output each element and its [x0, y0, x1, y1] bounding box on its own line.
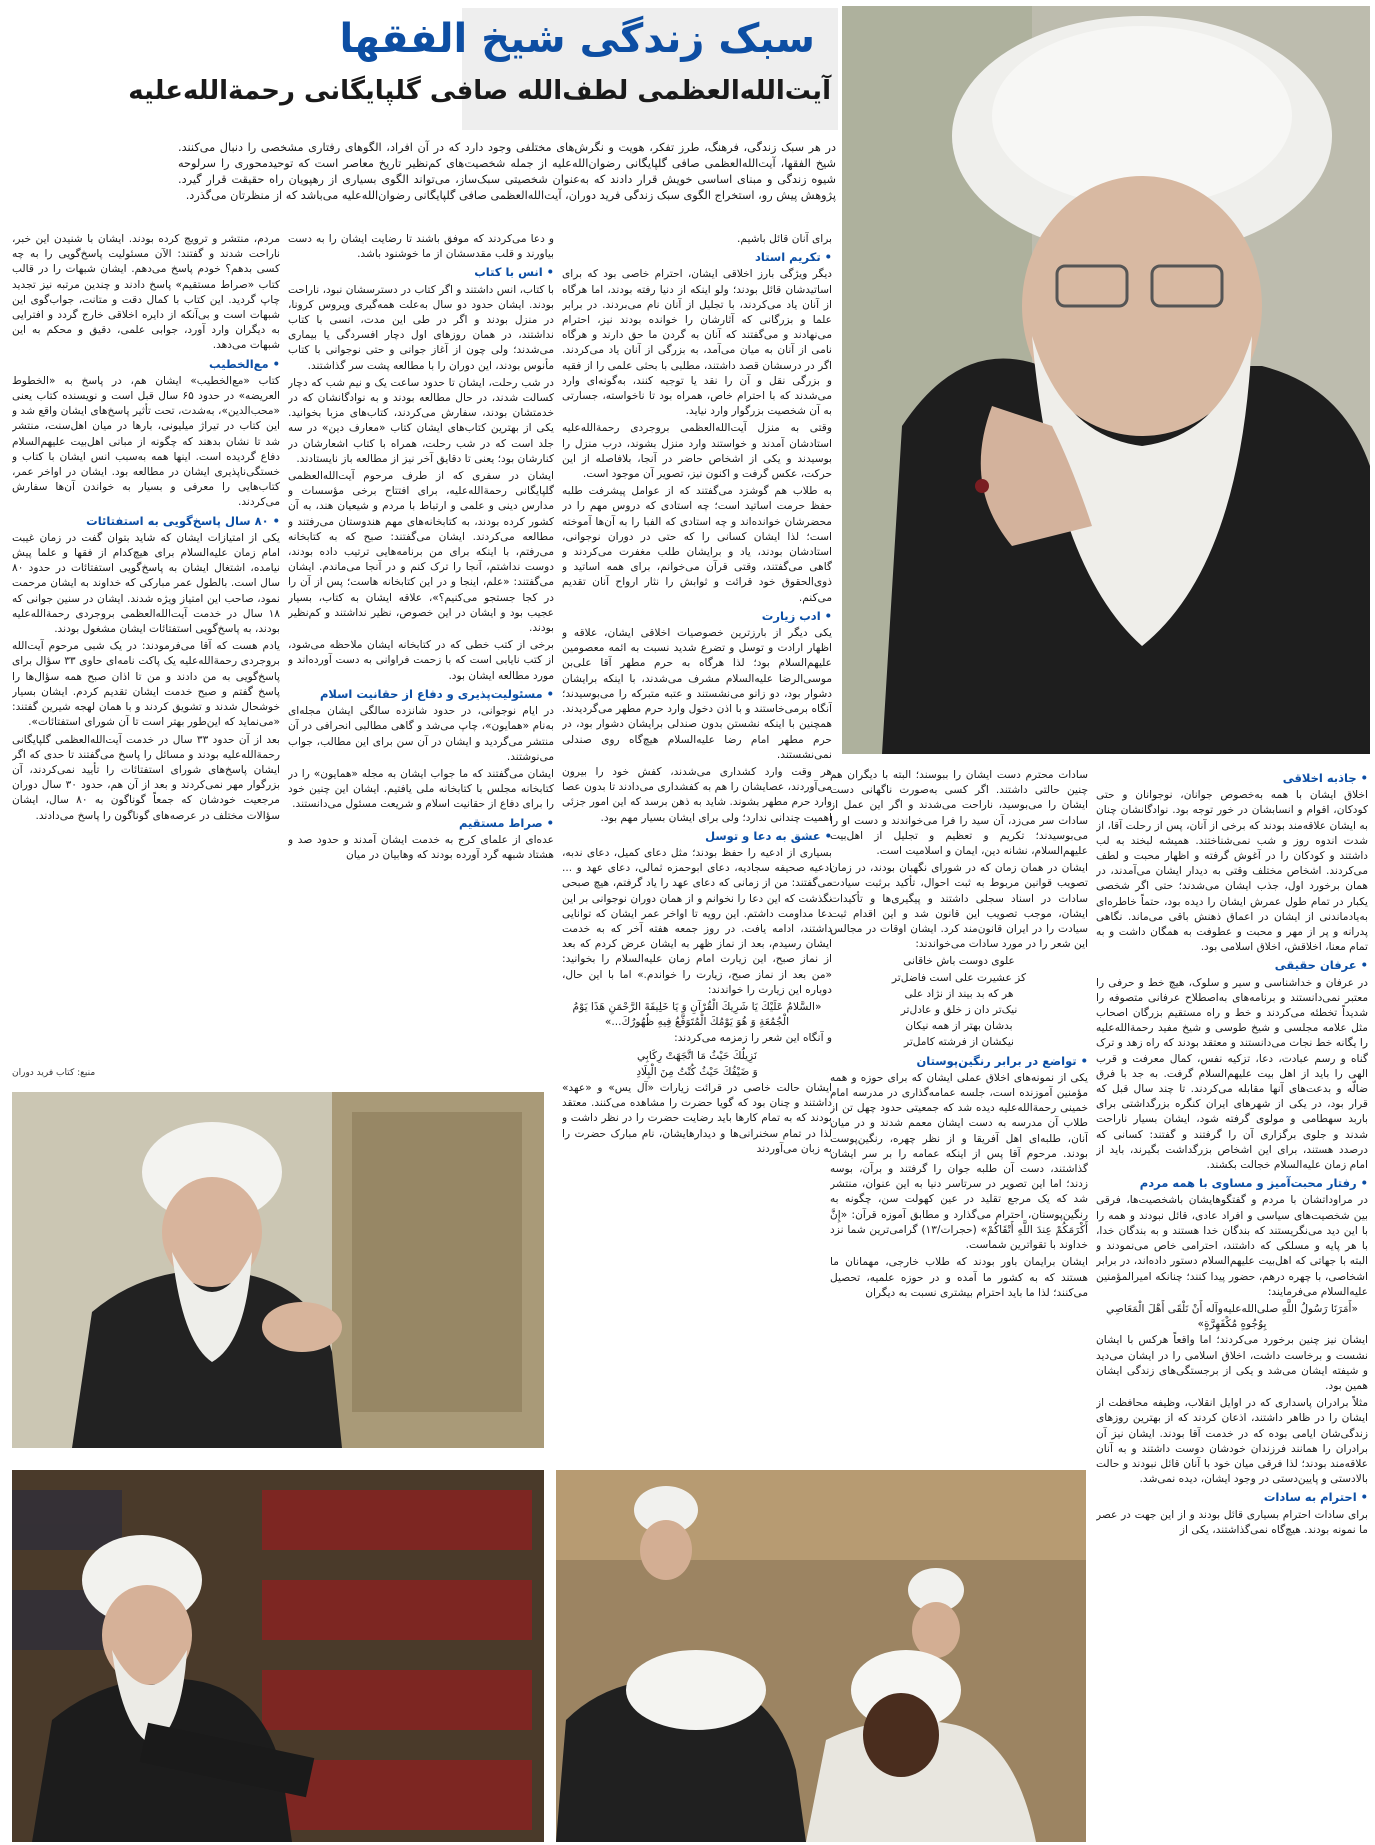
col1-p3: وقتی به منزل آیت‌الله‌العظمی بروجردی رحمة‌الله‌علیه استادشان آمدند و خواستند وارد منزل بشوند، درب منزل را بوسیدند و یکی از اشخاص حاضر در آنجا، بلافاصله از این حرکت، عکس گرفت و اکنون نیز، تصویر آن موجود است. — [562, 422, 832, 481]
col3-p5: بعد از آن حدود ۳۳ سال در خدمت آیت‌الله‌العظمی گلپایگانی رحمة‌الله‌علیه بودند و مسائل را پاسخ می‌گفتند تا حدی که اگر ایشان پاسخ‌های شورای استفتائات را تأیید نمی‌کردند، آن بزرگوار مهر نمی‌کردند و بعد از آن هم، حدود ۳۰ سال دوران مرجعیت خودشان که جمعاً گوناگون به ۸۰ سال، ایشان سؤالات مختلف در عرصه‌های گوناگون را پاسخ می‌دادند. — [12, 733, 280, 822]
col4-p4: ایشان برایمان باور بودند که طلاب خارجی، مهمانان ما هستند که به کشور ما آمده و در حوزه علمیه، تحصیل می‌کنند؛ لذا ما باید احترام بیشتری نسبت به دیگران — [830, 1256, 1088, 1299]
page-subtitle: آیت‌الله‌العظمی لطف‌الله صافی گلپایگانی رحمة‌الله‌علیه — [128, 76, 831, 106]
col1-p4: به طلاب هم گوشزد می‌گفتند که از عوامل پیشرفت طلبه حفظ حرمت اساتید است؛ چه استادی که دروس مهم را در محضرشان خوانده‌اند و چه استادی که الفبا را به آن‌ها آموخته است؛ لذا ایشان کسانی را که حتی در دوران نوجوانی، استادشان بودند، یاد و برایشان طلب مغفرت می‌کردند و گاهی می‌گفتند، وقتی قرآن می‌خوانم، برای همه اساتید و ذوی‌الحقوق خود قرائت و ثوابش را نثار ارواح آنان تقدیم می‌کنم. — [562, 485, 832, 604]
col3-p3: یکی از امتیازات ایشان که شاید بتوان گفت در زمان غیبت امام زمان علیه‌السلام برای هیچ‌کدام از فقها و علما پیش نیامده، اشتغال ایشان به پاسخ‌گویی استفتائات در حدود ۸۰ سال است. بالطول عمر مبارکی که خداوند به ایشان مرحمت نمود، صاحب این امتیاز ویژه شدند. ایشان در سنین جوانی که ۱۸ سال در خدمت آیت‌الله‌العظمی بروجردی رحمة‌الله‌علیه بودند، به پاسخ‌گویی استفتائات ایشان مشغول بودند. — [12, 531, 280, 636]
portrait-illustration — [842, 6, 1370, 754]
portrait-photo — [842, 6, 1370, 754]
col1-p1: برای آنان قائل باشیم. — [737, 233, 832, 245]
col2-p3: در شب رحلت، ایشان تا حدود ساعت یک و نیم شب که دچار کسالت شدند، در حال مطالعه بودند و به نوادگانشان که در خدمتشان بودند، سفارش می‌کردند، کتاب‌های مزبا بخوانید. یکی از بهترین کتاب‌های ایشان کتاب «معارف دین» در سه جلد است که در شب رحلت، همراه با کتاب اشعارشان در کنارشان بود؛ یعنی تا دقایق آخر نیز از مطالعه باز نایستادند. — [288, 376, 554, 465]
praying-illustration — [12, 1092, 544, 1448]
col1-p6: هر وقت وارد کشداری می‌شدند، کفش خود را بیرون می‌آوردند، عصایشان را هم به کفشداری می‌دادند تا بدون عصا وارد حرم مطهر بشوند. شاید به ذهن برسد که این امور جزئی اهمیت چندانی ندارد؛ ولی برای ایشان بسیار مهم بود. — [562, 765, 832, 824]
ceremony-photo — [556, 1470, 1086, 1842]
heading-ehteram-sadat: • احترام به سادات — [1096, 1490, 1368, 1505]
column-4 — [830, 768, 1088, 1458]
col1-p5: یکی دیگر از بارزترین خصوصیات اخلاقی ایشان، علاقه و اظهار ارادت و توسل و تضرع شدید نسبت به ائمه معصومین علیهم‌السلام بود؛ لذا هرگاه به حرم مطهر آقا علی‌بن موسی‌الرضا علیه‌السلام مشرف می‌شدند، با اینکه برایشان دشوار بود، دو زانو می‌نشستند و عتبه متبرکه را می‌بوسیدند؛ آنگاه برمی‌خاستند و با اذن دخول وارد حرم مطهر می‌گردیدند. همچنین با اینکه نشستن بدون صندلی برایشان دشوار بود، در حرم مطهر امام رضا علیه‌السلام هیچ‌گاه روی صندلی نمی‌نشستند. — [562, 627, 832, 761]
col1-arabic-1: «السَّلامُ عَلَيْكَ يَا شَرِيكَ الْقُرْآنِ وَ يَا خَلِيفَةَ الرَّحْمَنِ هَذَا يَوْمُ الْجُمُعَةِ وَ هُوَ يَوْمُكَ الْمُتَوَقَّعُ فِيهِ ظُهُورُكَ...» — [572, 1000, 822, 1029]
poem-verse-3: هر که بد بیند از نژاد علی — [904, 987, 1014, 1000]
col3-p1: مردم، منتشر و ترویج کرده بودند. ایشان با شنیدن این خبر، ناراحت شدند و گفتند: الآن مسئولیت پاسخ‌گویی را به چه کسی بدهم؟ خودم پاسخ می‌دهم. ایشان شبهات را در قالب کتاب «صراط مستقیم» پاسخ دادند و چندین مرتبه نیز تجدید چاپ گردید. این کتاب با کمال دقت و متانت، جواب‌گوی این شبهات است و بی‌آنکه از دایره اخلاقی خارج گردد و افترایی به دیگران وارد آورد، جوابی علمی، دقیق و محکم به این شبهات می‌دهد. — [12, 233, 280, 352]
col1-arabic-3: وَ ضَيْفُكَ حَيْثُ كُنْتُ مِنَ الْبِلَادِ — [636, 1065, 758, 1078]
heading-serat: • صراط مستقیم — [288, 816, 554, 831]
heading-raftar-mohabat: • رفتار محبت‌آمیز و مساوی با همه مردم — [1096, 1176, 1368, 1191]
heading-ma-al-khatib: • مع‌الخطیب — [12, 357, 280, 372]
col2-p5: برخی از کتب خطی که در کتابخانه ایشان ملاحظه می‌شود، از کتب نایابی است که با زحمت فراوانی به دست آورده‌اند و مورد مطالعه ایشان بود. — [288, 639, 554, 682]
column-1 — [562, 232, 832, 1452]
poem-verse-4: نیک‌تر دان ز خلق و عادل‌تر — [900, 1004, 1018, 1017]
poem-verse-6: نیکشان از فرشته کامل‌تر — [903, 1036, 1015, 1049]
intro-paragraph: در هر سبک زندگی، فرهنگ، طرز تفکر، هویت و نگرش‌های مختلفی وجود دارد که در آن افراد، الگوهای رفتاری مشخصی را دنبال می‌کنند. شیخ الفقها، آیت‌الله‌العظمی صافی گلپایگانی رضوان‌الله‌علیه از جمله شخصیت‌های کم‌نظیر تاریخ معاصر است که توحیدمحوری را سرلوحه شیوه زندگی و مبنای اساسی خویش قرار دادند که به‌عنوان شخصیتی سبک‌ساز، می‌تواند الگوی بسیاری از رهپویان راه حقیقت قرار گیرد. پژوهش پیش رو، استخراج الگوی سبک زندگی فرید دوران، آیت‌الله‌العظمی صافی گلپایگانی رضوان‌الله‌علیه می‌باشد که از منظرتان می‌گذرد. — [178, 141, 836, 202]
ceremony-illustration — [556, 1470, 1086, 1842]
heading-jazebe-akhlaghi: • جاذبه اخلاقی — [1096, 771, 1368, 786]
col2-p2: با کتاب، انس داشتند و اگر کتاب در دسترسشان نبود، ناراحت بودند. ایشان حدود دو سال به‌علت همه‌گیری ویروس کرونا، در منزل بودند و اگر در طی این مدت، انسی با کتاب نداشتند، در همان روزهای اول دچار افسردگی یا بیماری می‌شدند؛ ولی چون از آغاز جوانی و حتی نوجوانی با کتاب مأنوس بودند، این دوران را با مطالعه پشت سر گذاشتند. — [288, 283, 554, 372]
heading-eshgh-doa: • عشق به دعا و توسل — [562, 829, 832, 844]
heading-tavazo: • تواضع در برابر رنگین‌پوستان — [830, 1054, 1088, 1069]
col5-p4: ایشان نیز چنین برخورد می‌کردند؛ اما واقعاً هرکس با ایشان نشست و برخاست داشت، اخلاق اسلامی را در ایشان می‌دید و شیفته ایشان می‌شد و یکی از برجستگی‌های زندگی ایشان همین بود. — [1096, 1334, 1368, 1392]
col2-p8: عده‌ای از علمای کرج به خدمت ایشان آمدند و حدود صد و هشتاد شبهه گرد آورده بودند که وهابیان در میان — [288, 833, 554, 861]
col5-arabic-1: «أَمَرَنَا رَسُولُ اللَّهِ صلی‌الله‌علیه‌وآله أَنْ نَلْقَى أَهْلَ الْمَعَاصِي بِوُجُوهٍ مُكْفَهِرَّةٍ» — [1106, 1302, 1358, 1331]
reading-photo — [12, 1470, 544, 1842]
column-3 — [12, 232, 280, 1064]
col5-p3: در مراوداتشان با مردم و گفتگوهایشان باشخصیت‌ها، فرقی بین شخصیت‌های سیاسی و افراد عادی، قائل نبودند و همه را با این دید می‌نگریستند که بندگان خدا هستند و به بندگان خدا، با هر پایه و مسلکی که داشتند، احترامی خاص می‌نمودند و البته با جهاتی که اهل‌بیت علیهم‌السلام دستور داده‌اند، در برابر اشخاصی، با چهره درهم، حضور پیدا کنند؛ چنانکه امیرالمؤمنین علیه‌السلام می‌فرمایند: — [1096, 1194, 1368, 1298]
col1-p8: و آنگاه این شعر را زمزمه می‌کردند: — [674, 1032, 832, 1045]
page-title: سبک زندگی شیخ الفقها — [339, 16, 815, 62]
col5-p1: اخلاق ایشان با همه به‌خصوص جوانان، نوجوانان و حتی کودکان، اقوام و انسابشان در خور توجه بود. نوادگانشان چنان به ایشان علاقه‌مند بودند که برخی از آنان، پس از رحلت آقا، از شدت اندوه روز و شب نمی‌شناختند. همیشه لبخند به لب داشتند و کودکان را در آغوش گرفته و اظهار محبت و لطف می‌کردند. اشخاص مختلف وقتی به دیدار ایشان می‌آمدند، در همان برخورد اول، جذب ایشان می‌شدند؛ حتی اگر شخصی یکبار در تمام طول عمرش ایشان را دیده بود، حتماً خاطره‌ای به‌یادماندنی از ایشان در اعماق ذهنش باقی می‌ماند. نگاهی پدرانه و پر از مهر و محبت و عطوفت به همگان داشت و به تمام معنا، اخلاقش، اخلاق اسلامی بود. — [1096, 789, 1368, 954]
col5-p5: مثلاً برادران پاسداری که در اوایل انقلاب، وظیفه محافظت از ایشان را در ظاهر داشتند، اذعان کردند که از بهترین روزهای زندگی‌شان ایامی بوده که در خدمت آقا بودند. ایشان نیز آن برادران را همانند فرزندان خودشان دوست داشتند و به آنان علاقه‌مند بودند؛ لذا فرقی میان خود با آنان قائل نبودند و حالت بالادستی و پایین‌دستی در وجود ایشان، دیده نمی‌شد. — [1096, 1397, 1368, 1486]
col1-p7: بسیاری از ادعیه را حفظ بودند؛ مثل دعای کمیل، دعای ندبه، ادعیه صحیفه سجادیه، دعای ابوحمزه ثمالی، دعای عهد و ... می‌گفتند: من از زمانی که دعای عهد را یاد گرفتم، هیچ صبحی نگذشت که این دعا را نخوانم و از همان دوران نوجوانی بر این دعا مداومت داشتم. این رویه تا اواخر عمر ایشان که توانایی داشتند، ادامه یافت. در روز جمعه هفته آخر که به خدمت ایشان رسیدم، بعد از نماز ظهر به ایشان عرض کردم که بعد از نماز صبح، این زیارت امام زمان علیه‌السلام را بخوانید: «من بعد از نماز صبح، زیارت را خواندم.» اما با این حال، دوباره این زیارت را خواندند: — [562, 846, 832, 996]
heading-ons-ketab: • انس با کتاب — [288, 265, 554, 280]
poem-verse-5: بدشان بهتر از همه نیکان — [905, 1020, 1013, 1033]
col2-p7: ایشان می‌گفتند که ما جواب ایشان به مجله «همایون» را در کتابخانه مجلس با کتابخانه ملی یافتیم. ایشان این چنین خود را برای دفاع از حقانیت اسلام و شریعت مسئول می‌دانستند. — [288, 767, 554, 811]
col3-p2: کتاب «مع‌الخطیب» ایشان هم، در پاسخ به «الخطوط العریضه» در حدود ۶۵ سال قبل است و نویسنده کتاب یعنی «محب‌الدین»، به‌شدت، تحت تأثیر پاسخ‌های ایشان واقع شد و این کتاب در تیراژ میلیونی، بارها در میان اهل‌سنت، منتشر شد تا نشان بدهند که چگونه از مبانی اهل‌بیت علیهم‌السلام دفاع گردیده است. اینها همه به‌سبب انس ایشان با کتاب و خستگی‌ناپذیری ایشان در مطالعه بود. ایشان در اواخر عمر، کتاب‌هایی را معرفی و بسیار به خواندن آن‌ها سفارش می‌کردند. — [12, 374, 280, 509]
poem-verse-2: کز عشیرت علی است فاضل‌تر — [891, 971, 1027, 984]
heading-masuliat: • مسئولیت‌پذیری و دفاع از حقانیت اسلام — [288, 687, 554, 702]
col1-p9: ایشان حالت خاصی در قرائت زیارات «آل یس» و «عهد» داشتند و چنان بود که گویا حضرت را مشاهده می‌کنند. معتقد بودند که به تمام کارها باید رضایت حضرت را در نظر داشت و لذا در تمام سخنرانی‌ها و دیدارهایشان، نام مبارک حضرت را به زبان می‌آوردند — [562, 1081, 832, 1155]
heading-adab-ziarat: • ادب زیارت — [562, 609, 832, 624]
column-2 — [288, 232, 554, 1084]
col3-p4: یادم هست که آقا می‌فرمودند: در یک شبی مرحوم آیت‌الله بروجردی رحمة‌الله‌علیه یک پاکت نامه‌ای حاوی ۳۳ سؤال برای پاسخ‌گویی به من دادند و من تا اذان صبح همه سؤال‌ها را پاسخ گفتم و صبح خدمت ایشان تقدیم کردم. ایشان بسیار خوشحال شدند و تشویق کردند و با همان لهجه شیرین گفتند: «می‌نماید که این‌طور بهتر است تا آن شورای استفتائات». — [12, 640, 280, 729]
heading-80-sal: • ۸۰ سال پاسخ‌گویی به استفتائات — [12, 514, 280, 529]
col2-p4: ایشان در سفری که از طرف مرحوم آیت‌الله‌العظمی گلپایگانی رحمة‌الله‌علیه، برای افتتاح برخی مؤسسات و مدارس دینی و علمی و ارتباط با مردم و شیعیان هند، به آن کشور کرده بودند، به کتابخانه‌های مهم هندوستان می‌رفتند و مطالعه می‌کردند. ایشان می‌گفتند: صبح که به کتابخانه می‌رفتم، با اینکه برای من برنامه‌هایی ترتیب داده بودند، دوست نداشتم، آنجا را ترک کنم و در آنجا می‌ماندم. ایشان می‌گفتند: «علم، اینجا و در این کتابخانه هاست؛ پس از آن را در کجا جستجو می‌کنیم؟»، علاقه ایشان به کتاب، بسیار عجیب بود و ایشان در این خصوص، نظیر نداشتند و کم‌نظیر بودند. — [288, 470, 554, 635]
column-5 — [1096, 768, 1368, 1840]
reading-illustration — [12, 1470, 544, 1842]
col1-p2: دیگر ویژگی بارز اخلاقی ایشان، احترام خاصی بود که برای اساتیدشان قائل بودند؛ ولو اینکه از دنیا رفته بودند، اما هرگاه از آنان یاد می‌کردند، با تجلیل از آنان نام می‌بردند. در برابر علما و بزرگانی که آثارشان را خوانده بودند نیز، احترام می‌نهادند و می‌گفتند که آنان به گردن ما حق دارند و هرگاه نامی از آنان به میان می‌آمد، به بزرگی از آنان یاد می‌کردند. اگر در درسشان قصد داشتند، مطلبی با بحثی علمی را از فقیه و بزرگی نقل و آن را نقد یا توجیه کنند، به‌گونه‌ای وارد می‌شدند که با احترام خاص، همراه بود تا ناخواسته، جسارتی به آن شخصیت بزرگوار وارد نیاید. — [562, 268, 832, 418]
heading-erfan-haghighi: • عرفان حقیقی — [1096, 958, 1368, 973]
col1-arabic-2: نَزِيلُكَ حَيْثُ مَا اتَّجَهَتْ رِكَابِي — [637, 1049, 757, 1062]
col4-p3: یکی از نمونه‌های اخلاق عملی ایشان که برای حوزه و همه مؤمنین آموزنده است، جلسه عمامه‌گذاری در مدرسه امام خمینی رحمة‌الله‌علیه دیده شد که جمعیتی حدود چهل تن از طلاب آن مدرسه به دست ایشان معمم شدند و در میان آنان، طلبه‌ای اهل آفریقا و از نظر چهره، رنگین‌پوست بودند. مرحوم آقا پس از اینکه عمامه را بر سر ایشان گذاشتند، دست آن طلبه جوان را گرفتند و برآن، بوسه زدند؛ اما این تصویر در سرتاسر دنیا به این عنوان، منتشر شد که یک مرجع تقلید در عین کهولت سن، چگونه به رنگین‌پوستان، احترام می‌گذارد و مطابق آموزه قرآن: «إِنَّ أَكْرَمَكُمْ عِندَ اللَّهِ أَتْقَاكُمْ» (حجرات/۱۳) گرامی‌ترین شما نزد خداوند با تقواترین شماست. — [830, 1071, 1088, 1252]
col5-p2: در عرفان و خداشناسی و سیر و سلوک، هیچ خط و حرفی را معتبر نمی‌دانستند و برنامه‌های به‌اصطلاح عرفانی متصوفه را شدیداً تخطئه می‌کردند و خط و راه مستقیم بزرگان اصحاب مثل علامه مجلسی و شیخ طوسی و شیخ مفید رحمة‌الله‌علیه را یگانه خط نجات می‌دانستند و معتقد بودند که راه زهد و ترک گناه و رسم عبادت، دعا، تزکیه نفس، کمال معرفت و قرب الهی را باید از اهل بیت علیهم‌السلام گرفت. به جد با فرق ضالّه و بدعت‌های آنها مقابله می‌کردند. تا چند سال قبل که قرار بود، در یکی از شهرهای ایران کنگره بزرگداشتی برای باربد سهطامی و مولوی گرفته شود، ایشان بسیار ناراحت شدند و جلوی برگزاری آن را گرفتند و گفتند: کسانی که درصدد هستند، برای این اشخاص بزرگداشت بگیرند، باید از امام زمان علیه‌السلام خجالت بکشند. — [1096, 976, 1368, 1172]
source-note: منبع: کتاب فرید دوران — [12, 1068, 96, 1078]
col2-p6: در ایام نوجوانی، در حدود شانزده سالگی ایشان مجله‌ای به‌نام «همایون»، چاپ می‌شد و گاهی مطالبی انحرافی در آن منتشر می‌گردید و ایشان در آن سن برای این مطالب، جواب می‌نوشتند. — [288, 705, 554, 763]
heading-takrim-ostad: • تکریم استاد — [562, 250, 832, 265]
poem-verse-1: علوی دوست باش خاقانی — [903, 955, 1015, 968]
praying-photo — [12, 1092, 544, 1448]
col5-p6: برای سادات احترام بسیاری قائل بودند و از این جهت در عصر ما نمونه بودند. هیچ‌گاه نمی‌گذاشتند، یکی از — [1096, 1508, 1368, 1536]
col4-p2: ایشان در همان زمان که در شورای نگهبان بودند، در زمان تصویب قوانین مربوط به ثبت احوال، تأکید برثبت سیادت سادات در اسناد سجلی داشتند و پیگیری‌ها و تأکیدات ایشان، موجب تصویب این قانون شد و این اقدام ثبت سیادت را در ایران قانون‌مند کرد. ایشان اوقات در مجالس این شعر را در مورد سادات می‌خواندند: — [830, 862, 1088, 951]
col2-p1: و دعا می‌کردند که موفق باشند تا رضایت ایشان را به دست بیاورند و قلب مقدسشان از ما خوشنود باشد. — [288, 233, 554, 261]
col4-p1: سادات محترم دست ایشان را ببوسند؛ البته با دیگران هم چنین حالتی داشتند. اگر کسی به‌صورت ناگهانی دست ایشان را می‌بوسید، ناراحت می‌شدند و اگر این عمل از سادات سر می‌زد، آن سید را فرا می‌خواندند و دست او را می‌بوسیدند؛ تکریم و تعظیم و تجلیل از اهل‌بیت علیهم‌السلام، نشانه دین، ایمان و اسلامیت است. — [830, 769, 1088, 858]
